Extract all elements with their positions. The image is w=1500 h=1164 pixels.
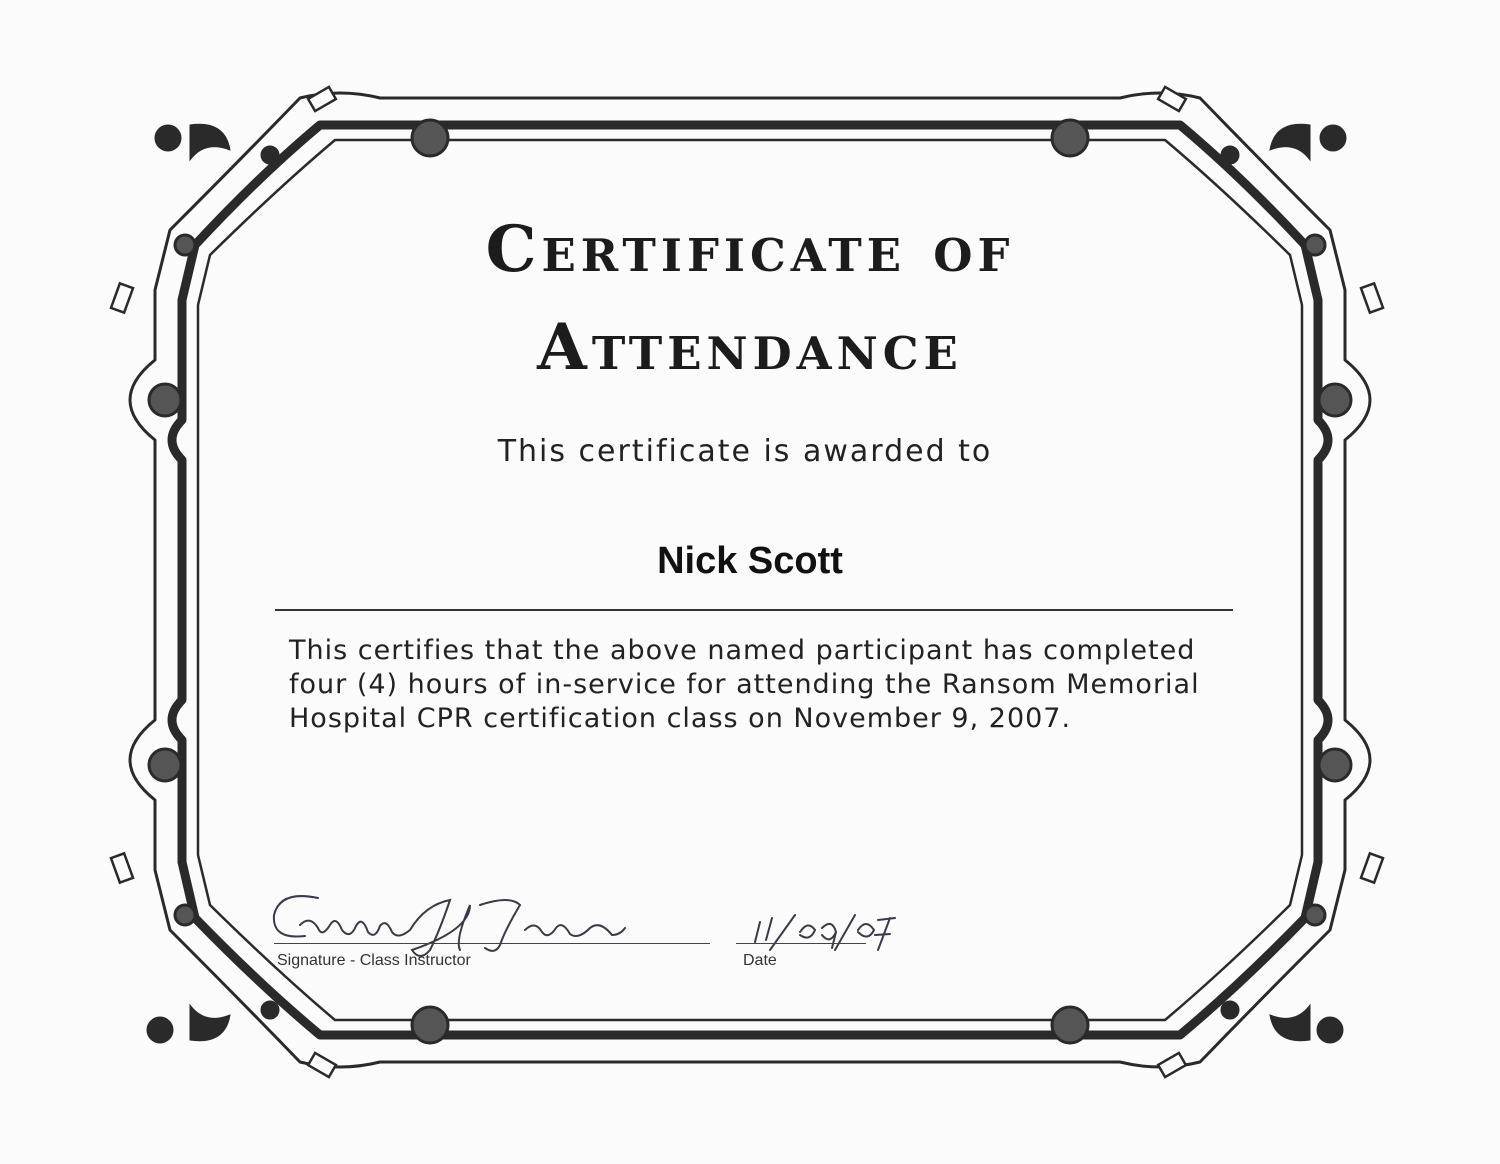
- signature-caption: Signature - Class Instructor: [277, 952, 471, 969]
- handwritten-date: [755, 915, 895, 950]
- date-line: [736, 943, 866, 944]
- signature-line: [274, 943, 710, 944]
- date-caption: Date: [743, 952, 777, 969]
- body-line: This certifies that the above named participant has completed: [289, 635, 1196, 666]
- instructor-signature: [274, 896, 625, 956]
- body-line: four (4) hours of in-service for attending the Ransom Memorial: [289, 669, 1200, 700]
- certificate-title-line-2: Attendance: [537, 310, 963, 385]
- body-line: Hospital CPR certification class on November 9, 2007.: [289, 703, 1072, 734]
- certificate-title-line-1: Certificate of: [485, 212, 1015, 287]
- awarded-to-text: This certificate is awarded to: [497, 434, 993, 469]
- recipient-name: Nick Scott: [657, 540, 843, 582]
